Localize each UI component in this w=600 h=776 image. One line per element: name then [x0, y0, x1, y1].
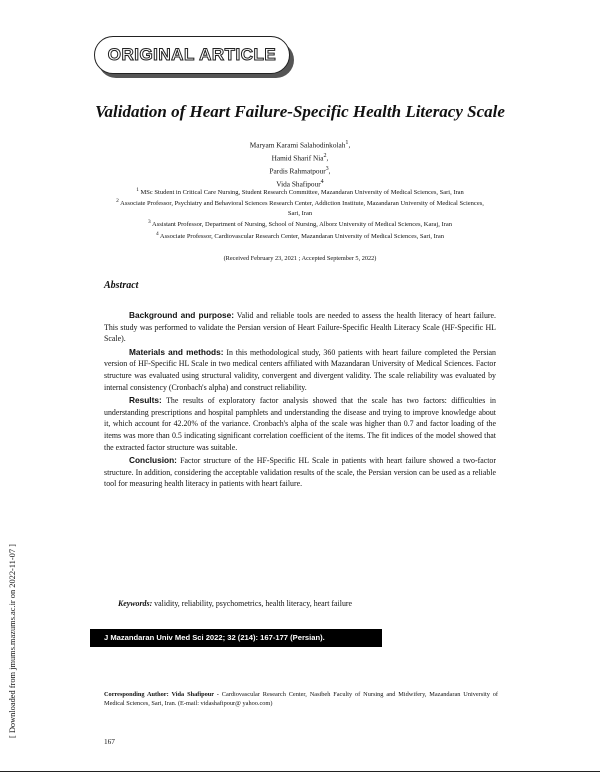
abstract-background: Background and purpose: Valid and reliable tools are needed to assess the health literacy of heart failure. This study was performed to validate the Persian version of Heart Failure-Specific Health Literacy Scale (HF-Specific HL Scale). — [104, 310, 497, 344]
author: Pardis Rahmatpour$^3$, — [269, 165, 331, 176]
corresponding-author: Corresponding Author: Vida Shafipour - Cardiovascular Research Center, Nasibeh Faculty of Nursing and Midwifery, Mazandaran University of Medical Sciences, Sari, Iran. (E-mail: vidashafipour@ yahoo.com) — [104, 691, 498, 707]
footer-rule — [0, 771, 600, 772]
abstract-heading: Abstract — [104, 280, 139, 291]
badge-label: ORIGINAL ARTICLE — [94, 36, 290, 74]
paper-title: Validation of Heart Failure-Specific Health Literacy Scale — [95, 102, 505, 121]
author: Maryam Karami Salahodinkolah$^1$, — [249, 140, 351, 150]
affiliation: $^3$ Assistant Professor, Department of Nursing, School of Nursing, Alborz University of Medical Sciences, Karaj, Iran — [148, 219, 452, 229]
abstract-methods: Materials and methods: In this methodological study, 360 patients with heart failure completed the Persian version of HF-Specific HL Scale in two medical centers affiliated with Mazandaran University of Medical Sciences. Factor structure was evaluated using structural validity, convergent and divergent validity. The scale reliability was evaluated by internal consistency (Cronbach's alpha) and construct reliability. — [104, 346, 496, 392]
author: Vida Shafipour$^4$ — [276, 178, 324, 189]
affiliations — [110, 186, 490, 241]
received-dates: (Received February 23, 2021 ; Accepted September 5, 2022) — [223, 255, 377, 262]
affiliation: $^1$ MSc Student in Critical Care Nursing, Student Research Committee, Mazandaran University of Medical Sciences, Sari, Iran — [136, 187, 464, 197]
affiliation: $^4$ Associate Professor, Cardiovascular Research Center, Mazandaran University of Medical Sciences, Sari, Iran — [155, 230, 445, 240]
author-list — [0, 138, 600, 190]
abstract-results: Results: The results of exploratory factor analysis showed that the scale has two factors: difficulties in understanding prescriptions and hospital pamphlets and understanding the disease and trying to improve knowledge about it, which account for 42.20% of the variance. Cronbach's alpha of the scale was higher than 0.7 and factor loading of the items was more than 0.5 indicating significant correlation coefficient of the items. The fit indices of the model showed that the extracted factor structure was suitable. — [104, 395, 496, 452]
author: Hamid Sharif Nia$^2$, — [271, 152, 329, 163]
download-stamp: [ Downloaded from jmums.mazums.ac.ir on 2022-11-07 ] — [8, 544, 17, 738]
page-number: 167 — [104, 737, 115, 746]
citation-banner: J Mazandaran Univ Med Sci 2022; 32 (214): 167-177 (Persian). — [90, 629, 382, 647]
article-type-badge — [94, 36, 294, 80]
abstract-body — [104, 310, 496, 492]
keywords: Keywords: validity, reliability, psychometrics, health literacy, heart failure — [118, 599, 353, 608]
abstract-conclusion: Conclusion: Factor structure of the HF-Specific HL Scale in patients with heart failure showed a two-factor structure. In addition, considering the acceptable validation results of the scale, the Persian version can be used as a reliable tool for measuring health literacy in patients with heart failure. — [104, 455, 496, 489]
affiliation: $^2$ Associate Professor, Psychiatry and Behavioral Sciences Research Center, Addiction Institute, Mazandaran University of Medical Sciences, Sari, Iran — [116, 198, 484, 217]
